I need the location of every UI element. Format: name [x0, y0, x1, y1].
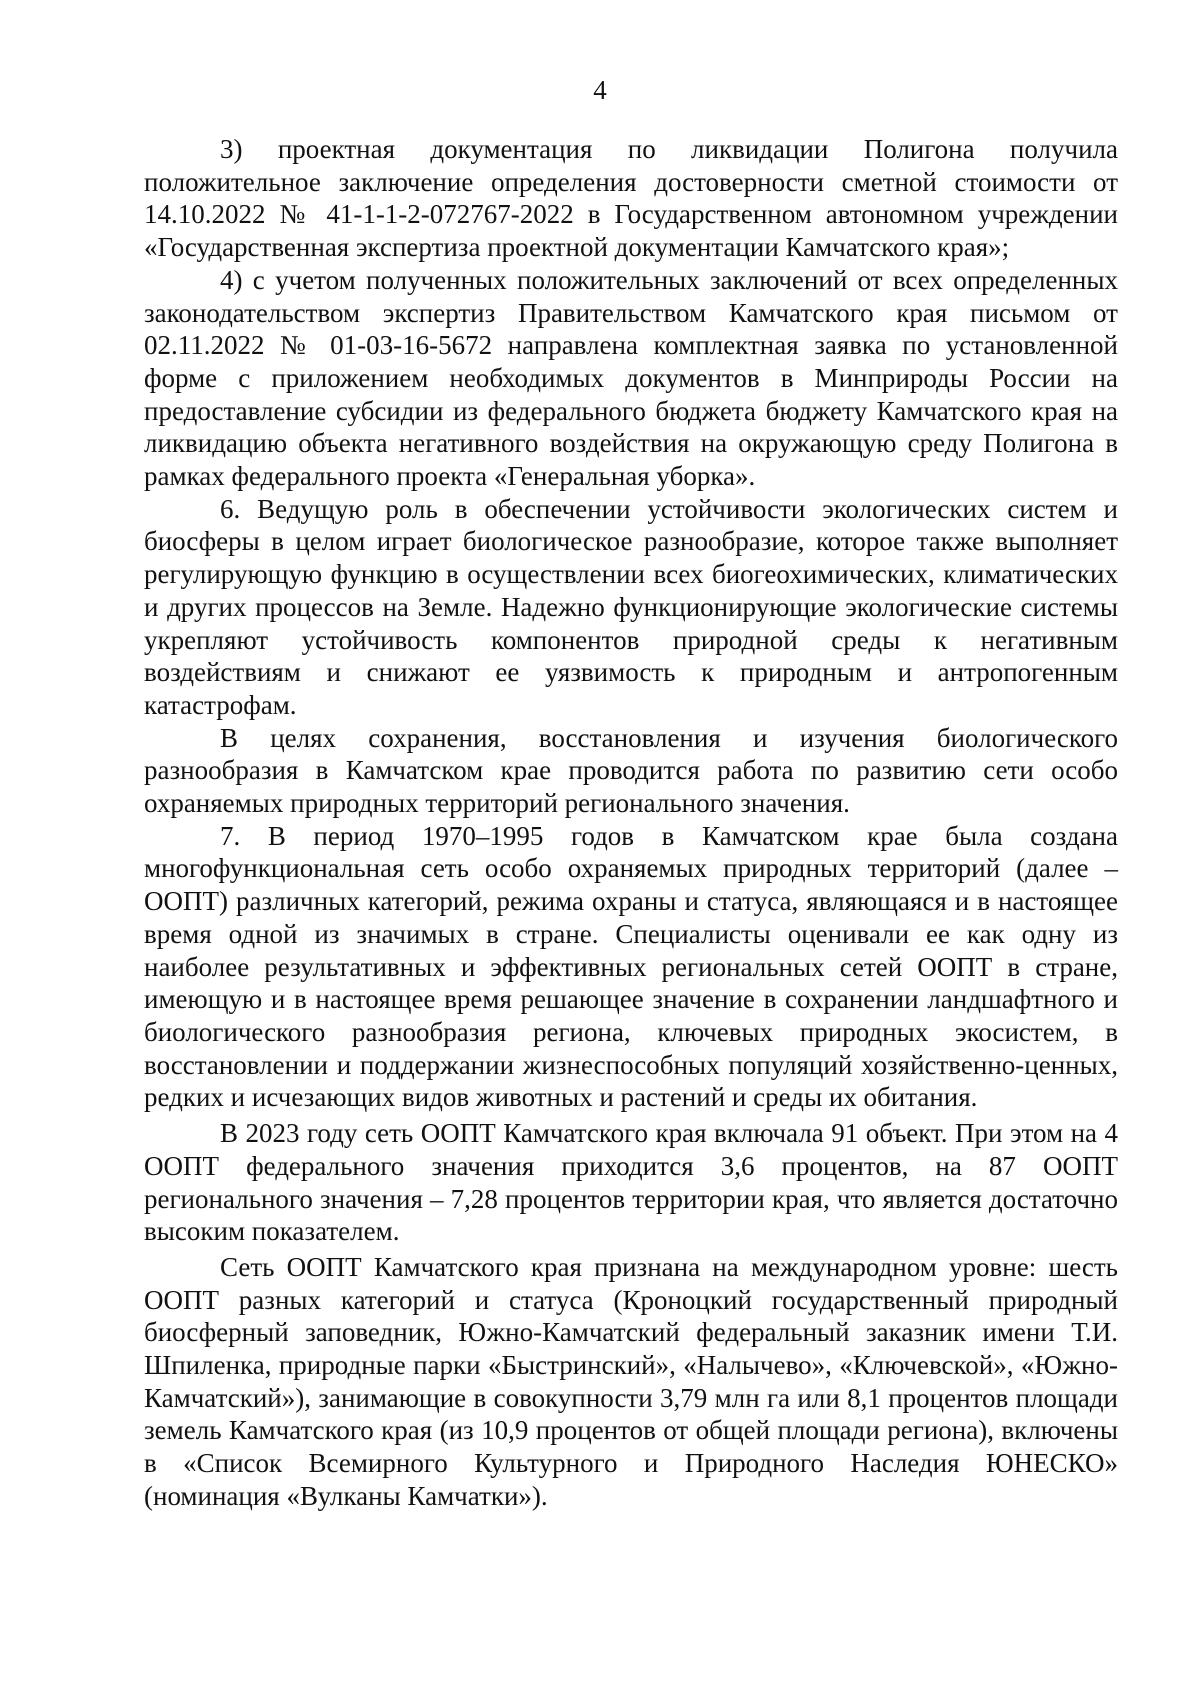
paragraph-section-7: 7. В период 1970–1995 годов в Камчатском крае была создана многофункциональная сеть особо охраняемых природных территорий (далее – ООПТ) различных категорий, режима охраны и статуса, являющаяся и в настоящее время одной из значимых в стране. Специалисты оценивали ее как одну из наиболее результативных и эффективных региональных сетей ООПТ в стране, имеющую и в настоящее время решающее значение в сохранении ландшафтного и биологического разнообразия региона, ключевых природных экосистем, в восстановлении и поддержании жизнеспособных популяций хозяйственно-ценных, редких и исчезающих видов животных и растений и среды их обитания.	[144, 820, 1118, 1113]
paragraph-section-6: 6. Ведущую роль в обеспечении устойчивости экологических систем и биосферы в целом играет биологическое разнообразие, которое также выполняет регулирующую функцию в осуществлении всех биогеохимических, климатических и других процессов на Земле. Надежно функционирующие экологические системы укрепляют устойчивость компонентов природной среды к негативным воздействиям и снижают ее уязвимость к природным и антропогенным катастрофам.	[144, 493, 1118, 720]
paragraph-item-3: 3) проектная документация по ликвидации Полигона получила положительное заключение определения достоверности сметной стоимости от 14.10.2022 № 41-1-1-2-072767-2022 в Государственном автономном учреждении «Государственная экспертиза проектной документации Камчатского края»;	[144, 134, 1118, 263]
document-body	[144, 133, 1118, 1513]
paragraph-biodiversity-conservation: В целях сохранения, восстановления и изучения биологического разнообразия в Камчатском крае проводится работа по развитию сети особо охраняемых природных территорий регионального значения.	[144, 722, 1118, 819]
page-number: 4	[593, 75, 607, 105]
paragraph-oopt-2023: В 2023 году сеть ООПТ Камчатского края включала 91 объект. При этом на 4 ООПТ федерального значения приходится 3,6 процентов, на 87 ООПТ регионального значения – 7,28 процентов территории края, что является достаточно высоким показателем.	[144, 1118, 1118, 1247]
paragraph-item-4: 4) с учетом полученных положительных заключений от всех определенных законодательством экспертиз Правительством Камчатского края письмом от 02.11.2022 № 01-03-16-5672 направлена комплектная заявка по установленной форме с приложением необходимых документов в Минприроды России на предоставление субсидии из федерального бюджета бюджету Камчатского края на ликвидацию объекта негативного воздействия на окружающую среду Полигона в рамках федерального проекта «Генеральная уборка».	[144, 264, 1118, 492]
paragraph-unesco: Сеть ООПТ Камчатского края признана на международном уровне: шесть ООПТ разных категорий и статуса (Кроноцкий государственный природный биосферный заповедник, Южно-Камчатский федеральный заказник имени Т.И. Шпиленка, природные парки «Быстринский», «Налычево», «Ключевской», «Южно-Камчатский»), занимающие в совокупности 3,79 млн га или 8,1 процентов площади земель Камчатского края (из 10,9 процентов от общей площади региона), включены в «Список Всемирного Культурного и Природного Наследия ЮНЕСКО» (номинация «Вулканы Камчатки»).	[144, 1251, 1118, 1511]
